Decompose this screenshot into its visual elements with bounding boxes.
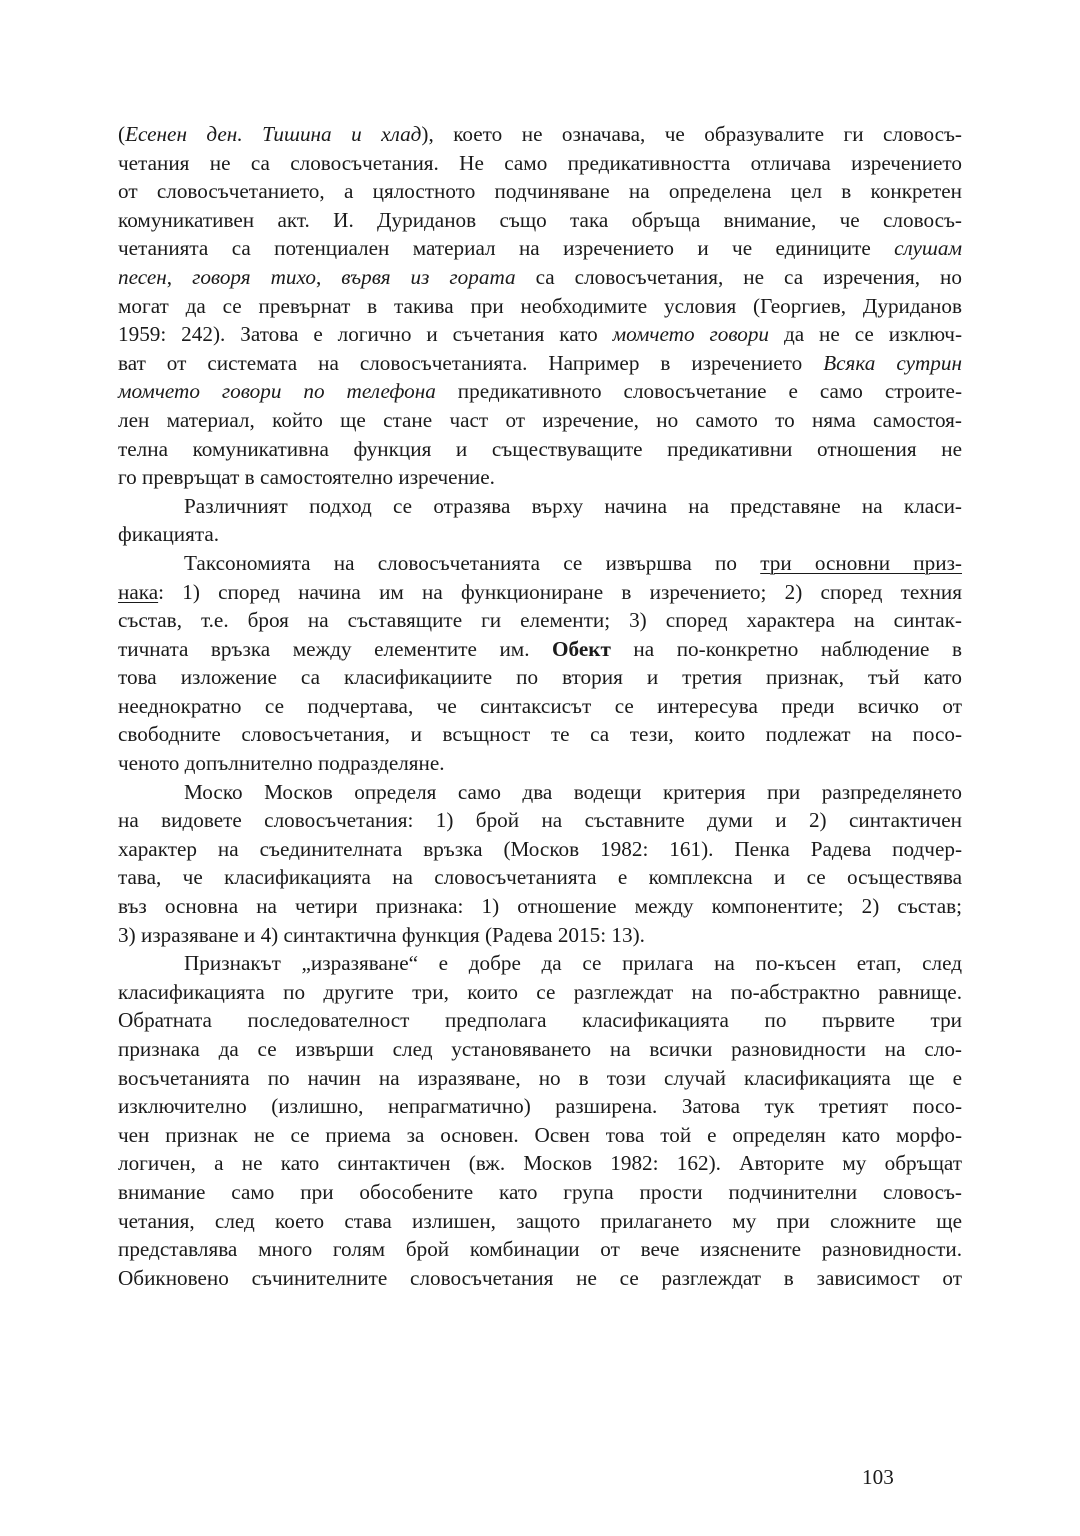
text-line — [118, 263, 962, 292]
text-run: Таксономията на словосъчетанията се извършва по — [184, 550, 761, 575]
underlined-text: три основни приз- — [760, 550, 962, 575]
text-run: ченото допълнително подразделяне. — [118, 751, 445, 776]
text-line — [118, 1006, 962, 1035]
text-line — [118, 835, 962, 864]
text-run: внимание само при обособените като група прости подчинителни словосъ- — [118, 1179, 962, 1204]
italic-text: вървя из гората — [341, 264, 516, 289]
text-run: ( — [118, 122, 126, 146]
text-run: изключително (излишно, непрагматично) разширена. Затова тук третият посо- — [118, 1094, 962, 1119]
text-line — [118, 377, 962, 406]
paragraph — [118, 120, 962, 492]
text-run: фикацията. — [118, 522, 220, 547]
text-line — [118, 320, 962, 349]
text-run: това изложение са класификациите по втория и третия признак, тъй като — [118, 665, 962, 690]
text-run: предикативното словосъчетание е само строите- — [435, 379, 963, 404]
text-run: Признакът „изразяване“ е добре да се прилага на по-късен етап, след — [184, 951, 962, 976]
text-line — [118, 549, 962, 578]
italic-text: песен — [118, 264, 167, 289]
underlined-text: нака — [118, 579, 159, 604]
text-run: восъчетанията по начин на изразяване, но в този случай класификацията ще е — [118, 1065, 962, 1090]
text-run: Обратната последователност предполага класификацията по първите три — [118, 1008, 962, 1033]
text-line — [118, 635, 962, 664]
text-line — [118, 463, 962, 492]
text-run: нееднократно се подчертава, че синтаксисът се интересува преди всичко от — [118, 693, 962, 718]
text-run: характер на съединителната връзка (Москов 1982: 161). Пенка Радева подчер- — [118, 836, 962, 861]
text-line — [118, 177, 962, 206]
text-line — [118, 1035, 962, 1064]
text-run: телна комуникативна функция и съществуващите предикативни отношения не — [118, 436, 962, 461]
text-run: въз основна на четири признака: 1) отношение между компонентите; 2) състав; — [118, 894, 962, 919]
text-run: да не се изключ- — [769, 322, 962, 347]
text-line — [118, 520, 962, 549]
paragraph — [118, 549, 962, 778]
text-run: го превръщат в самостоятелно изречение. — [118, 465, 495, 490]
paragraph — [118, 778, 962, 950]
text-line — [118, 892, 962, 921]
text-run: , — [315, 264, 342, 289]
text-run: комуникативен акт. И. Дуриданов също така обръща внимание, че словосъ- — [118, 207, 962, 232]
text-run: , — [166, 264, 193, 289]
text-line — [118, 1064, 962, 1093]
italic-text: говоря тихо — [192, 264, 316, 289]
text-line — [118, 234, 962, 263]
text-line — [118, 120, 962, 149]
text-line — [118, 292, 962, 321]
text-run: свободните словосъчетания, и всъщност те са тези, които подлежат на посо- — [118, 722, 962, 747]
italic-text: Всяка сутрин — [823, 350, 962, 375]
text-line — [118, 1207, 962, 1236]
text-line — [118, 1264, 962, 1293]
text-run: представлява много голям брой комбинации от вече изяснените разновидности. — [118, 1237, 962, 1262]
text-line — [118, 149, 962, 178]
text-run: Моско Москов определя само два водещи критерия при разпределянето — [184, 779, 962, 804]
text-run: ват от системата на словосъчетанията. Например в изречението — [118, 350, 824, 375]
text-run: 1959: 242). Затова е логично и съчетания като — [118, 322, 613, 347]
text-run: 3) изразяване и 4) синтактична функция (Радева 2015: 13). — [118, 922, 645, 947]
italic-text: момчето говори — [612, 322, 770, 347]
text-line — [118, 921, 962, 950]
text-line — [118, 1121, 962, 1150]
text-run: могат да се превърнат в такива при необходимите условия (Георгиев, Дуриданов — [118, 293, 962, 318]
text-line — [118, 778, 962, 807]
text-line — [118, 1235, 962, 1264]
text-run: състав, т.е. броя на съставящите ги елементи; 3) според характера на синтак- — [118, 608, 962, 633]
text-run: : 1) според начина им на функциониране в изречението; 2) според техния — [158, 579, 962, 604]
text-line — [118, 578, 962, 607]
text-line — [118, 978, 962, 1007]
page-number: 103 — [862, 1465, 894, 1489]
italic-text: момчето говори по телефона — [118, 379, 436, 404]
text-line — [118, 1092, 962, 1121]
text-line — [118, 806, 962, 835]
text-run: на по-конкретно наблюдение в — [610, 636, 962, 661]
text-line — [118, 663, 962, 692]
paragraph — [118, 949, 962, 1292]
text-run: четания, след което става излишен, защото прилагането му при сложните ще — [118, 1208, 962, 1233]
text-line — [118, 720, 962, 749]
text-line — [118, 692, 962, 721]
text-line — [118, 349, 962, 378]
bold-text: Обект — [552, 636, 611, 661]
text-run: четанията са потенциален материал на изречението и че единиците — [118, 236, 895, 261]
text-line — [118, 1178, 962, 1207]
text-line — [118, 1149, 962, 1178]
text-run: тичната връзка между елементите им. — [118, 636, 553, 661]
italic-text: Есенен ден. Тишина и хлад — [125, 122, 422, 146]
text-line — [118, 492, 962, 521]
text-line — [118, 435, 962, 464]
body-text — [118, 120, 962, 1292]
text-line — [118, 949, 962, 978]
text-run: Различният подход се отразява върху начина на представяне на класи- — [184, 493, 962, 518]
paragraph — [118, 492, 962, 549]
text-line — [118, 406, 962, 435]
text-run: четания не са словосъчетания. Не само предикативността отличава изречението — [118, 150, 962, 175]
text-run: чен признак не се приема за основен. Освен това той е определян като морфо- — [118, 1122, 962, 1147]
text-run: класификацията по другите три, които се разглеждат на по-абстрактно равнище. — [118, 979, 962, 1004]
text-line — [118, 863, 962, 892]
text-run: Обикновено съчинителните словосъчетания не се разглеждат в зависимост от — [118, 1265, 962, 1290]
text-run: са словосъчетания, не са изречения, но — [515, 264, 962, 289]
text-line — [118, 749, 962, 778]
italic-text: слушам — [894, 236, 962, 261]
text-run: признака да се извърши след установяването на всички разновидности на сло- — [118, 1037, 962, 1061]
text-run: тава, че класификацията на словосъчетанията е комплексна и се осъществява — [118, 865, 962, 890]
text-line — [118, 206, 962, 235]
text-line — [118, 606, 962, 635]
text-run: на видовете словосъчетания: 1) брой на съставните думи и 2) синтактичен — [118, 808, 962, 833]
text-run: от словосъчетанието, а цялостното подчиняване на определена цел в конкретен — [118, 179, 962, 204]
text-run: лен материал, който ще стане част от изречение, но самото то няма самостоя- — [118, 407, 962, 432]
text-run: логичен, а не като синтактичен (вж. Москов 1982: 162). Авторите му обръщат — [118, 1151, 962, 1176]
text-run: ), което не означава, че образувалите ги словосъ- — [421, 122, 962, 146]
